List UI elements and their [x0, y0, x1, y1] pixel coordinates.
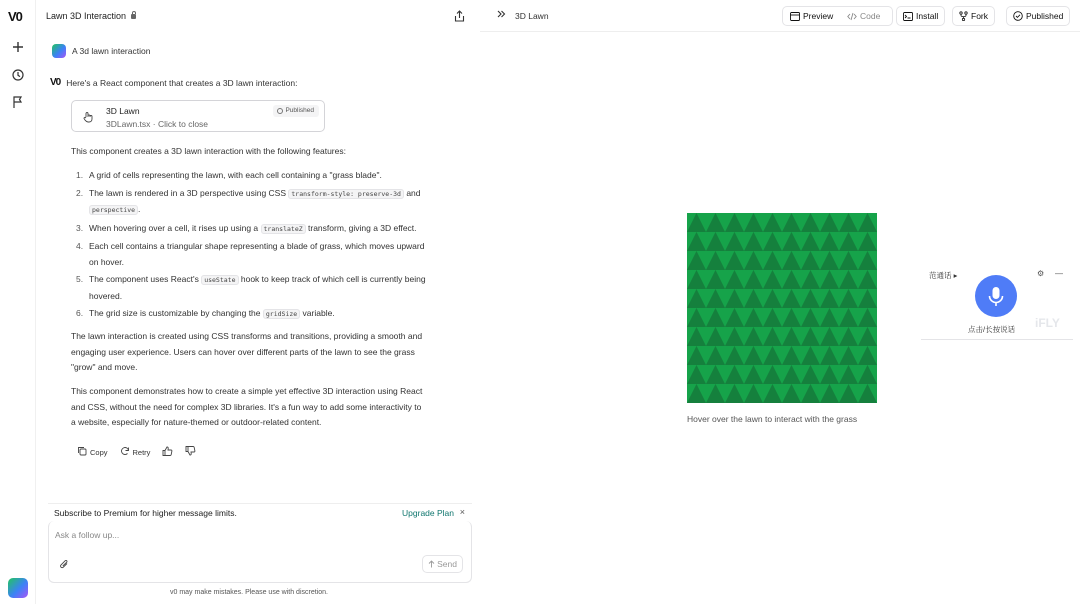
retry-label: Retry: [132, 447, 151, 457]
feature-text: and: [403, 187, 421, 198]
preview-tab-label: Preview: [803, 11, 834, 21]
preview-title: 3D Lawn: [515, 11, 549, 21]
grass-blade[interactable]: [839, 327, 858, 346]
disclaimer-text: v0 may make mistakes. Please use with discretion.: [170, 589, 328, 596]
grass-blade[interactable]: [706, 308, 725, 327]
voice-input-widget: [921, 264, 1073, 340]
grass-blade[interactable]: [858, 232, 877, 251]
grass-blade[interactable]: [706, 365, 725, 384]
code-tab-label: Code: [860, 11, 881, 21]
grass-blade[interactable]: [687, 289, 706, 308]
grass-blade[interactable]: [687, 308, 706, 327]
grass-blade[interactable]: [801, 251, 820, 270]
ifly-watermark: iFLY: [1035, 316, 1060, 330]
grass-blade[interactable]: [820, 327, 839, 346]
grass-blade[interactable]: [725, 270, 744, 289]
tap-icon: [82, 111, 94, 123]
grass-blade[interactable]: [801, 327, 820, 346]
upgrade-plan-link[interactable]: Upgrade Plan: [402, 508, 454, 518]
minimize-icon[interactable]: —: [1055, 269, 1063, 278]
grass-blade[interactable]: [687, 365, 706, 384]
paragraph-usage: [71, 329, 461, 376]
grass-blade[interactable]: [763, 346, 782, 365]
grass-blade[interactable]: [858, 365, 877, 384]
history-icon[interactable]: [11, 68, 25, 82]
grass-blade[interactable]: [858, 270, 877, 289]
artifact-title: 3D Lawn: [106, 106, 140, 116]
feature-item: [71, 186, 466, 219]
grass-blade[interactable]: [782, 213, 801, 232]
paragraph-line: a website, especially for nature-themed or outdoor-related content.: [71, 417, 322, 427]
grass-blade[interactable]: [782, 365, 801, 384]
grass-blade[interactable]: [820, 365, 839, 384]
feature-item: [71, 239, 466, 270]
artifact-card[interactable]: [71, 100, 325, 132]
inline-code: translateZ: [261, 224, 306, 234]
feature-line: [89, 255, 466, 271]
grass-blade[interactable]: [839, 213, 858, 232]
send-label: Send: [437, 559, 457, 569]
inline-code: transform-style: preserve-3d: [288, 189, 404, 199]
follow-up-input[interactable]: Ask a follow up...: [55, 530, 120, 540]
feature-item: [71, 272, 466, 304]
collapse-chevrons-icon[interactable]: [496, 9, 506, 22]
grass-blade[interactable]: [725, 346, 744, 365]
feature-text: A grid of cells representing the lawn, with each cell containing a "grass blade".: [89, 170, 382, 180]
message-actions: [77, 446, 196, 458]
feature-text: When hovering over a cell, it rises up using a: [89, 222, 261, 233]
grass-blade[interactable]: [725, 251, 744, 270]
paragraph-summary: [71, 384, 461, 431]
paragraph-line: This component demonstrates how to create a simple yet effective 3D interaction using React: [71, 386, 423, 396]
grass-blade[interactable]: [725, 365, 744, 384]
grass-blade[interactable]: [744, 346, 763, 365]
chat-title-text: Lawn 3D Interaction: [46, 11, 127, 21]
flag-icon[interactable]: [11, 95, 25, 109]
chat-title[interactable]: [46, 11, 136, 21]
published-label: Published: [1026, 11, 1064, 21]
premium-text: Subscribe to Premium for higher message limits.: [54, 508, 237, 518]
user-message: [52, 44, 150, 58]
feature-line: [89, 221, 466, 238]
window-icon: [790, 12, 800, 21]
grass-blade[interactable]: [782, 346, 801, 365]
grass-blade[interactable]: [687, 232, 706, 251]
grass-blade[interactable]: [744, 327, 763, 346]
feature-line: [89, 186, 466, 203]
share-icon[interactable]: [454, 10, 465, 22]
v0-logo[interactable]: V0: [8, 9, 22, 24]
grass-blade[interactable]: [744, 213, 763, 232]
paragraph-line: "grow" and move.: [71, 362, 138, 372]
grass-blade[interactable]: [744, 270, 763, 289]
grass-blade[interactable]: [858, 289, 877, 308]
feature-line: [89, 239, 466, 255]
grass-blade[interactable]: [820, 346, 839, 365]
globe-icon: [277, 108, 283, 114]
copy-label: Copy: [90, 447, 108, 457]
grass-blade[interactable]: [725, 213, 744, 232]
feature-text: hovered.: [89, 290, 123, 301]
grass-blade[interactable]: [858, 308, 877, 327]
copy-button[interactable]: [77, 446, 108, 458]
grass-blade[interactable]: [687, 251, 706, 270]
grass-blade[interactable]: [801, 308, 820, 327]
grass-blade[interactable]: [706, 289, 725, 308]
v0-assistant-logo: V0: [50, 77, 61, 88]
assistant-intro: [50, 77, 297, 88]
grass-blade[interactable]: [744, 308, 763, 327]
thumbs-up-icon: [162, 446, 173, 458]
grass-blade[interactable]: [820, 289, 839, 308]
grass-blade[interactable]: [858, 327, 877, 346]
fork-label: Fork: [971, 11, 988, 21]
grass-blade[interactable]: [858, 251, 877, 270]
thumbs-up-button[interactable]: [162, 446, 173, 458]
feature-text: The lawn is rendered in a 3D perspective using CSS: [89, 187, 289, 198]
feature-item: [71, 306, 466, 323]
artifact-subtitle: 3DLawn.tsx · Click to close: [106, 119, 209, 129]
thumbs-down-button[interactable]: [185, 446, 196, 458]
grass-blade[interactable]: [782, 270, 801, 289]
feature-text: .: [138, 204, 141, 214]
grass-blade[interactable]: [782, 232, 801, 251]
grass-blade[interactable]: [763, 251, 782, 270]
grass-blade[interactable]: [687, 327, 706, 346]
paragraph-line: engaging user experience. Users can hover over different parts of the lawn to see the grass: [71, 346, 415, 357]
grass-blade[interactable]: [744, 384, 763, 403]
inline-code: gridSize: [263, 309, 300, 319]
grass-blade[interactable]: [839, 346, 858, 365]
user-message-text: A 3d lawn interaction: [72, 46, 151, 56]
grass-blade[interactable]: [687, 384, 706, 403]
fork-icon: [959, 11, 968, 21]
feature-list: [71, 168, 466, 325]
feature-text: on hover.: [89, 256, 124, 267]
grass-blade[interactable]: [763, 327, 782, 346]
code-tab[interactable]: [847, 11, 880, 21]
feature-text: transform, giving a 3D effect.: [305, 222, 417, 233]
grass-blade[interactable]: [763, 213, 782, 232]
attach-icon[interactable]: [59, 559, 70, 573]
close-banner-button[interactable]: ×: [459, 507, 465, 517]
feature-line: [89, 306, 466, 323]
feature-number: 2.: [76, 187, 84, 198]
grass-blade[interactable]: [744, 365, 763, 384]
grass-blade[interactable]: [839, 232, 858, 251]
grass-blade[interactable]: [801, 213, 820, 232]
icon-rail: [0, 0, 36, 604]
code-icon: [847, 12, 857, 21]
feature-line: [89, 168, 466, 184]
grass-blade[interactable]: [763, 270, 782, 289]
voice-mode-select[interactable]: [929, 270, 957, 281]
grass-blade[interactable]: [706, 327, 725, 346]
grass-blade[interactable]: [782, 289, 801, 308]
feature-number: 1.: [76, 170, 84, 180]
grass-blade[interactable]: [820, 251, 839, 270]
grass-blade[interactable]: [725, 308, 744, 327]
grass-blade[interactable]: [706, 232, 725, 251]
grass-blade[interactable]: [839, 251, 858, 270]
premium-banner: [48, 503, 472, 521]
feature-number: 4.: [76, 241, 84, 251]
arrow-up-icon: [428, 560, 435, 568]
preview-header: [480, 0, 1080, 32]
grass-blade[interactable]: [801, 232, 820, 251]
grass-blade[interactable]: [801, 384, 820, 403]
grass-blade[interactable]: [725, 327, 744, 346]
grass-blade[interactable]: [763, 289, 782, 308]
user-avatar[interactable]: [8, 578, 28, 598]
feature-line: [89, 289, 466, 305]
grass-blade[interactable]: [820, 384, 839, 403]
feature-item: [71, 221, 466, 238]
lawn-grid[interactable]: [687, 213, 877, 403]
feature-line: [89, 202, 466, 219]
view-toggle: [782, 6, 893, 26]
feature-item: [71, 168, 466, 184]
check-circle-icon: [1013, 11, 1023, 21]
grass-blade[interactable]: [839, 384, 858, 403]
grass-blade[interactable]: [858, 213, 877, 232]
thumbs-down-icon: [185, 446, 196, 458]
published-badge: [273, 105, 319, 117]
retry-button[interactable]: [120, 446, 151, 458]
mic-button[interactable]: [975, 275, 1017, 317]
install-button[interactable]: [896, 6, 945, 26]
caret-right-icon: ▸: [953, 271, 958, 280]
grass-blade[interactable]: [763, 232, 782, 251]
feature-text: variable.: [300, 308, 335, 318]
feature-line: [89, 272, 466, 289]
retry-icon: [120, 446, 130, 458]
grass-blade[interactable]: [763, 384, 782, 403]
lock-icon: [131, 14, 136, 19]
grass-blade[interactable]: [744, 251, 763, 270]
grass-blade[interactable]: [725, 289, 744, 308]
grass-blade[interactable]: [687, 270, 706, 289]
new-chat-icon[interactable]: [11, 40, 25, 54]
description-text: This component creates a 3D lawn interaction with the following features:: [71, 146, 346, 156]
feature-number: 5.: [76, 274, 84, 284]
grass-blade[interactable]: [839, 365, 858, 384]
grass-blade[interactable]: [725, 384, 744, 403]
grass-blade[interactable]: [687, 346, 706, 365]
grass-blade[interactable]: [744, 232, 763, 251]
grass-blade[interactable]: [782, 251, 801, 270]
voice-mode-label: 范通话: [929, 271, 952, 280]
grass-blade[interactable]: [820, 213, 839, 232]
feature-text: The component uses React's: [89, 274, 202, 284]
grass-blade[interactable]: [725, 232, 744, 251]
assistant-intro-text: Here's a React component that creates a 3D lawn interaction:: [66, 77, 298, 88]
grass-blade[interactable]: [706, 384, 725, 403]
grass-blade[interactable]: [744, 289, 763, 308]
grass-blade[interactable]: [820, 308, 839, 327]
preview-tab[interactable]: [790, 11, 833, 21]
feature-text: Each cell contains a triangular shape representing a blade of grass, which moves upward: [89, 241, 425, 251]
user-message-avatar: [52, 44, 66, 58]
grass-blade[interactable]: [782, 327, 801, 346]
lawn-caption: Hover over the lawn to interact with the grass: [687, 414, 858, 424]
published-button[interactable]: [1006, 6, 1070, 26]
grass-blade[interactable]: [858, 384, 877, 403]
published-badge-label: Published: [285, 107, 314, 114]
feature-number: 3.: [76, 222, 84, 233]
settings-icon[interactable]: ⚙: [1037, 269, 1045, 278]
grass-blade[interactable]: [801, 346, 820, 365]
composer: [48, 521, 472, 583]
grass-blade[interactable]: [858, 346, 877, 365]
grass-blade[interactable]: [839, 270, 858, 289]
voice-status: 点击/长按说话: [968, 325, 1016, 334]
lawn-svg: [687, 213, 877, 403]
grass-blade[interactable]: [763, 365, 782, 384]
grass-blade[interactable]: [801, 289, 820, 308]
grass-blade[interactable]: [839, 308, 858, 327]
install-label: Install: [916, 11, 939, 21]
terminal-icon: [903, 12, 913, 21]
grass-blade[interactable]: [782, 384, 801, 403]
inline-code: useState: [201, 275, 238, 285]
grass-blade[interactable]: [801, 365, 820, 384]
grass-blade[interactable]: [706, 270, 725, 289]
paragraph-line: The lawn interaction is created using CSS transforms and transitions, providing a smooth and: [71, 331, 423, 341]
grass-blade[interactable]: [706, 251, 725, 270]
grass-blade[interactable]: [820, 270, 839, 289]
copy-icon: [77, 446, 87, 458]
grass-blade[interactable]: [706, 346, 725, 365]
grass-blade[interactable]: [801, 270, 820, 289]
fork-button[interactable]: [952, 6, 995, 26]
paragraph-line: and CSS, without the need for complex 3D libraries. It's a fun way to add some interactivity to: [71, 401, 422, 412]
inline-code: perspective: [89, 205, 138, 215]
feature-text: hook to keep track of which cell is currently being: [238, 274, 426, 284]
grass-blade[interactable]: [687, 213, 706, 232]
grass-blade[interactable]: [820, 232, 839, 251]
feature-text: The grid size is customizable by changing the: [89, 308, 263, 318]
grass-blade[interactable]: [839, 289, 858, 308]
microphone-icon: [975, 275, 1017, 317]
grass-blade[interactable]: [763, 308, 782, 327]
feature-number: 6.: [76, 308, 84, 318]
send-button[interactable]: [422, 555, 463, 573]
grass-blade[interactable]: [782, 308, 801, 327]
grass-blade[interactable]: [706, 213, 725, 232]
